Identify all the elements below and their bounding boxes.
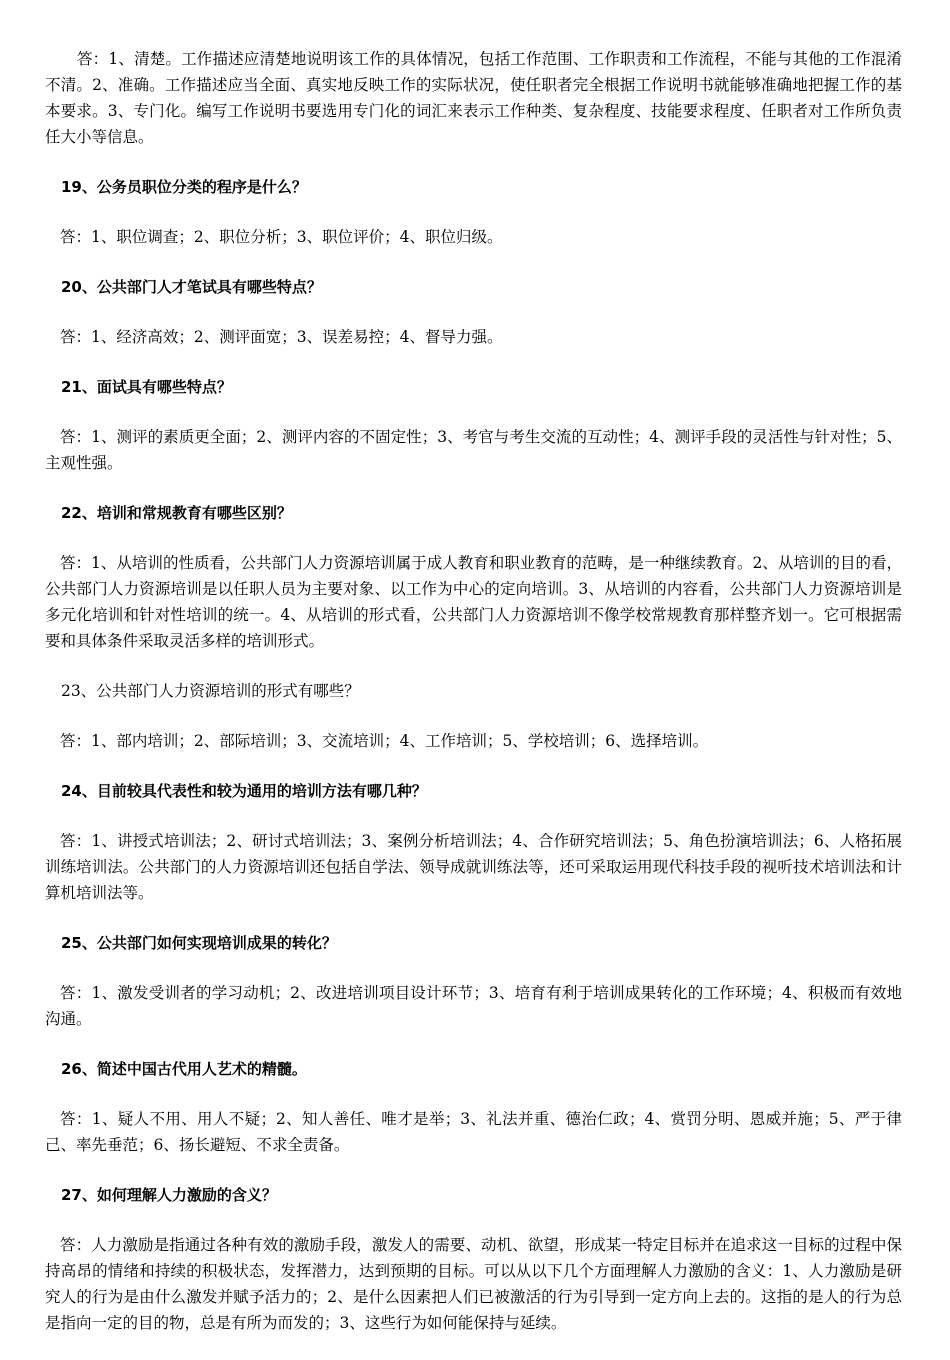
- answer-20: 答：1、经济高效；2、测评面宽；3、误差易控；4、督导力强。: [60, 328, 503, 346]
- question-27: 27、如何理解人力激励的含义？: [61, 1186, 277, 1204]
- answer-27: 答：人力激励是指通过各种有效的激励手段，激发人的需要、动机、欲望，形成某一特定目标并在追求这一目标的过程中保持高昂的情绪和持续的积极状态，发挥潜力，达到预期的目标。可以从以下几个方面理解人力激励的含义：1、人力激励是研究人的行为是由什么激发并赋予活力的；2、是什么因素把人们已被激活的行为引导到一定方向上去的。这指的是人的行为总是指向一定的目的物，总是有所为而发的；3、这些行为如何能保持与延续。: [45, 1236, 902, 1332]
- answer-22: 答：1、从培训的性质看，公共部门人力资源培训属于成人教育和职业教育的范畴，是一种继续教育。2、从培训的目的看，公共部门人力资源培训是以任职人员为主要对象、以工作为中心的定向培训。3、从培训的内容看，公共部门人力资源培训是多元化培训和针对性培训的统一。4、从培训的形式看，公共部门人力资源培训不像学校常规教育那样整齐划一。它可根据需要和具体条件采取灵活多样的培训形式。: [45, 554, 902, 650]
- question-20: 20、公共部门人才笔试具有哪些特点？: [61, 278, 322, 296]
- question-21: 21、面试具有哪些特点？: [61, 378, 232, 396]
- answer-23: 答：1、部内培训；2、部际培训；3、交流培训；4、工作培训；5、学校培训；6、选择培训。: [60, 732, 709, 750]
- answer-25: 答：1、激发受训者的学习动机；2、改进培训项目设计环节；3、培育有利于培训成果转化的工作环境；4、积极而有效地沟通。: [45, 984, 902, 1028]
- question-23: 23、公共部门人力资源培训的形式有哪些？: [61, 682, 360, 700]
- question-25: 25、公共部门如何实现培训成果的转化？: [61, 934, 337, 952]
- question-26: 26、简述中国古代用人艺术的精髓。: [61, 1060, 307, 1078]
- question-22: 22、培训和常规教育有哪些区别？: [61, 504, 292, 522]
- question-19: 19、公务员职位分类的程序是什么？: [61, 178, 307, 196]
- answer-21: 答：1、测评的素质更全面；2、测评内容的不固定性；3、考官与考生交流的互动性；4、测评手段的灵活性与针对性；5、主观性强。: [45, 428, 902, 472]
- question-24: 24、目前较具代表性和较为通用的培训方法有哪几种？: [61, 782, 427, 800]
- answer-26: 答：1、疑人不用、用人不疑；2、知人善任、唯才是举；3、礼法并重、德治仁政；4、赏罚分明、恩威并施；5、严于律己、率先垂范；6、扬长避短、不求全责备。: [45, 1110, 902, 1154]
- answer-24: 答：1、讲授式培训法；2、研讨式培训法；3、案例分析培训法；4、合作研究培训法；5、角色扮演培训法；6、人格拓展训练培训法。公共部门的人力资源培训还包括自学法、领导成就训练法等，还可采取运用现代科技手段的视听技术培训法和计算机培训法等。: [45, 832, 902, 902]
- intro-answer: 答：1、清楚。工作描述应清楚地说明该工作的具体情况，包括工作范围、工作职责和工作流程，不能与其他的工作混淆不清。2、准确。工作描述应当全面、真实地反映工作的实际状况，使任职者完全根据工作说明书就能够准确地把握工作的基本要求。3、专门化。编写工作说明书要选用专门化的词汇来表示工作种类、复杂程度、技能要求程度、任职者对工作所负责任大小等信息。: [45, 50, 902, 146]
- answer-19: 答：1、职位调查；2、职位分析；3、职位评价；4、职位归级。: [60, 228, 503, 246]
- document-page: [45, 46, 902, 1360]
